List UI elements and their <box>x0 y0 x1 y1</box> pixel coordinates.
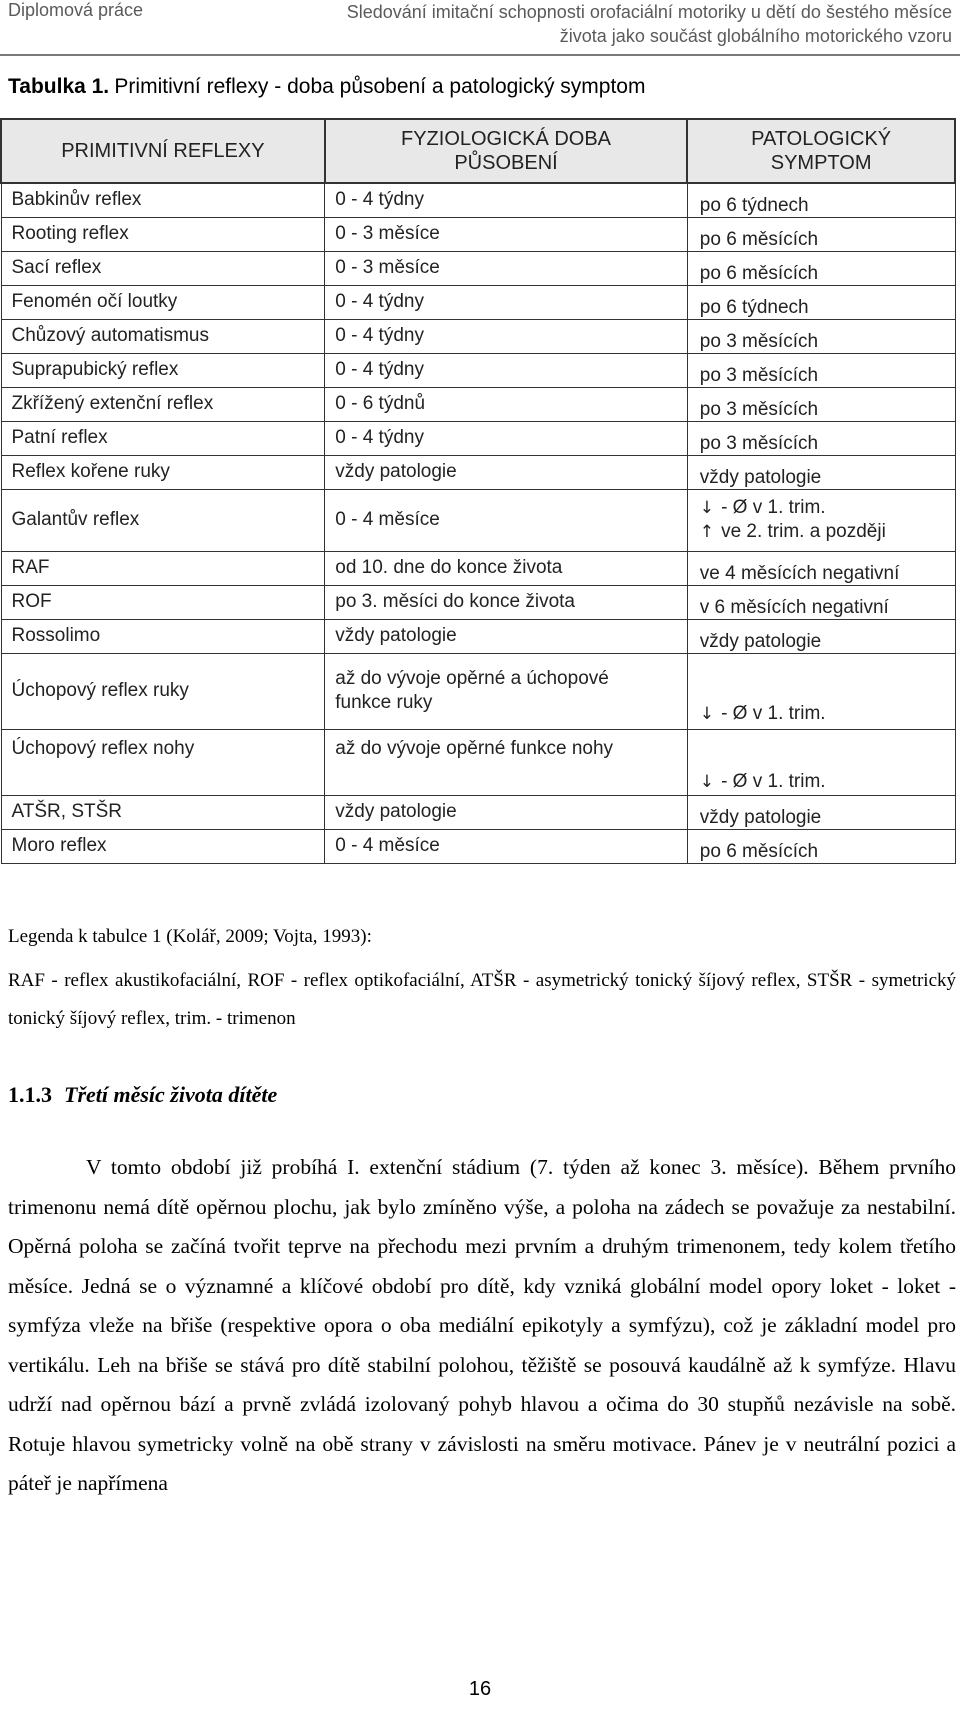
reflex-name: RAF <box>1 551 325 585</box>
table-header-row <box>1 119 955 183</box>
body-paragraph <box>8 1148 956 1504</box>
reflex-name: Úchopový reflex nohy <box>1 729 325 795</box>
table-row <box>1 353 955 387</box>
header-cell-reflexes: PRIMITIVNÍ REFLEXY <box>1 119 325 183</box>
reflex-duration: 0 - 6 týdnů <box>325 387 688 421</box>
section-heading <box>8 1082 277 1108</box>
reflex-symptom: po 3 měsících <box>687 353 955 387</box>
reflex-name: Úchopový reflex ruky <box>1 653 325 729</box>
reflex-name: Sací reflex <box>1 251 325 285</box>
grasp-foot-symptom: - Ø v 1. trim. <box>721 770 826 792</box>
legend-body: RAF - reflex akustikofaciální, ROF - reflex optikofaciální, ATŠR - asymetrický tonický šíjový reflex, STŠR - symetrický tonický šíjový reflex, trim. - trimenon <box>8 970 956 1029</box>
reflex-symptom: po 3 měsících <box>687 319 955 353</box>
reflex-name: ROF <box>1 585 325 619</box>
reflex-name: Patní reflex <box>1 421 325 455</box>
table-row <box>1 619 955 653</box>
legend-title: Legenda k tabulce 1 (Kolář, 2009; Vojta, 1993): <box>8 926 372 947</box>
galant-symptom-line2: ve 2. trim. a později <box>721 521 886 542</box>
reflex-duration: 0 - 3 měsíce <box>325 217 688 251</box>
reflex-name: Fenomén očí loutky <box>1 285 325 319</box>
reflex-symptom: po 3 měsících <box>687 421 955 455</box>
table-row <box>1 489 955 551</box>
table-row <box>1 455 955 489</box>
reflex-name: Chůzový automatismus <box>1 319 325 353</box>
grasp-hand-symptom: - Ø v 1. trim. <box>721 702 826 724</box>
reflex-symptom: ve 4 měsících negativní <box>687 551 955 585</box>
reflex-symptom: po 6 týdnech <box>687 285 955 319</box>
table-caption <box>8 74 645 99</box>
reflex-duration: 0 - 3 měsíce <box>325 251 688 285</box>
section-title: Třetí měsíc života dítěte <box>64 1082 278 1107</box>
reflex-name: Suprapubický reflex <box>1 353 325 387</box>
table-row <box>1 251 955 285</box>
table-row <box>1 729 955 795</box>
arrow-down-icon: ↓ <box>699 703 715 724</box>
table-row <box>1 217 955 251</box>
header-cell-physiological-duration: FYZIOLOGICKÁ DOBA PŮSOBENÍ <box>325 119 688 183</box>
reflex-symptom: v 6 měsících negativní <box>687 585 955 619</box>
reflex-name: ATŠR, STŠR <box>1 795 325 829</box>
primitive-reflexes-table <box>0 118 956 864</box>
table-row <box>1 795 955 829</box>
reflex-symptom: vždy patologie <box>687 619 955 653</box>
table-row <box>1 319 955 353</box>
reflex-duration: 0 - 4 týdny <box>325 421 688 455</box>
reflex-duration: 0 - 4 týdny <box>325 183 688 217</box>
table-row <box>1 829 955 863</box>
table-row <box>1 387 955 421</box>
table-row <box>1 551 955 585</box>
reflex-duration: 0 - 4 týdny <box>325 353 688 387</box>
header-right-title: Sledování imitační schopnosti orofaciální motoriky u dětí do šestého měsíce života jako součást globálního motorického vzoru <box>346 2 952 46</box>
header-left-title: Diplomová práce <box>8 0 144 20</box>
reflex-duration: 0 - 4 týdny <box>325 319 688 353</box>
reflex-name: Babkinův reflex <box>1 183 325 217</box>
arrow-up-icon: ↑ <box>699 522 715 542</box>
reflex-name: Galantův reflex <box>1 489 325 551</box>
reflex-name: Reflex kořene ruky <box>1 455 325 489</box>
reflex-symptom-grasp-hand <box>687 653 955 729</box>
caption-text: Primitivní reflexy - doba působení a patologický symptom <box>114 75 646 98</box>
reflex-symptom: po 6 měsících <box>687 251 955 285</box>
reflex-name: Moro reflex <box>1 829 325 863</box>
reflex-name: Rossolimo <box>1 619 325 653</box>
table-row <box>1 585 955 619</box>
reflex-symptom: po 3 měsících <box>687 387 955 421</box>
arrow-down-icon: ↓ <box>699 498 715 518</box>
header-cell-pathological-symptom: PATOLOGICKÝ SYMPTOM <box>687 119 955 183</box>
reflex-symptom: vždy patologie <box>687 455 955 489</box>
section-number: 1.1.3 <box>8 1082 52 1107</box>
reflex-symptom: vždy patologie <box>687 795 955 829</box>
header-divider <box>0 54 960 56</box>
reflex-duration: 0 - 4 měsíce <box>325 829 688 863</box>
table-row <box>1 421 955 455</box>
reflex-duration: až do vývoje opěrné funkce nohy <box>325 729 688 795</box>
reflex-symptom: po 6 týdnech <box>687 183 955 217</box>
galant-symptom-line1: - Ø v 1. trim. <box>721 497 826 518</box>
reflex-duration: od 10. dne do konce života <box>325 551 688 585</box>
caption-label: Tabulka 1. <box>8 75 110 98</box>
reflex-duration: po 3. měsíci do konce života <box>325 585 688 619</box>
reflex-symptom-grasp-foot <box>687 729 955 795</box>
reflex-name: Rooting reflex <box>1 217 325 251</box>
reflex-duration: 0 - 4 týdny <box>325 285 688 319</box>
reflex-duration: vždy patologie <box>325 619 688 653</box>
reflex-symptom-galant <box>687 489 955 551</box>
reflex-name: Zkřížený extenční reflex <box>1 387 325 421</box>
paragraph-text: V tomto období již probíhá I. extenční stádium (7. týden až konec 3. měsíce). Během prvního trimenonu nemá dítě opěrnou plochu, jak bylo zmíněno výše, a poloha na zádech se považuje za nestabilní. Opěrná poloha se začíná tvořit teprve na přechodu mezi prvním a druhým trimenonem, tedy kolem třetího měsíce. Jedná se o významné a klíčové období pro dítě, kdy vzniká globální model opory loket - loket - symfýza vleže na břiše (respektive opora o oba mediální epikotyly a symfýzu), což je základní model pro vertikálu. Leh na břiše se stává pro dítě stabilní polohou, těžiště se posouvá kaudálně až k symfýze. Hlavu udrží nad opěrnou bází a prvně zvládá izolovaný pohyb hlavou a očima do 30 stupňů nezávisle na sobě. Rotuje hlavou symetricky volně na obě strany v závislosti na směru motivace. Pánev je v neutrální pozici a páteř je napřímena <box>8 1155 956 1495</box>
reflex-symptom: po 6 měsících <box>687 829 955 863</box>
reflex-duration: vždy patologie <box>325 455 688 489</box>
page-number: 16 <box>468 1678 492 1700</box>
reflex-duration: 0 - 4 měsíce <box>325 489 688 551</box>
arrow-down-icon: ↓ <box>699 771 715 792</box>
table-row <box>1 285 955 319</box>
table-row <box>1 183 955 217</box>
reflex-duration: vždy patologie <box>325 795 688 829</box>
reflex-symptom: po 6 měsících <box>687 217 955 251</box>
table-row <box>1 653 955 729</box>
reflex-duration: až do vývoje opěrné a úchopové funkce ruky <box>325 653 688 729</box>
